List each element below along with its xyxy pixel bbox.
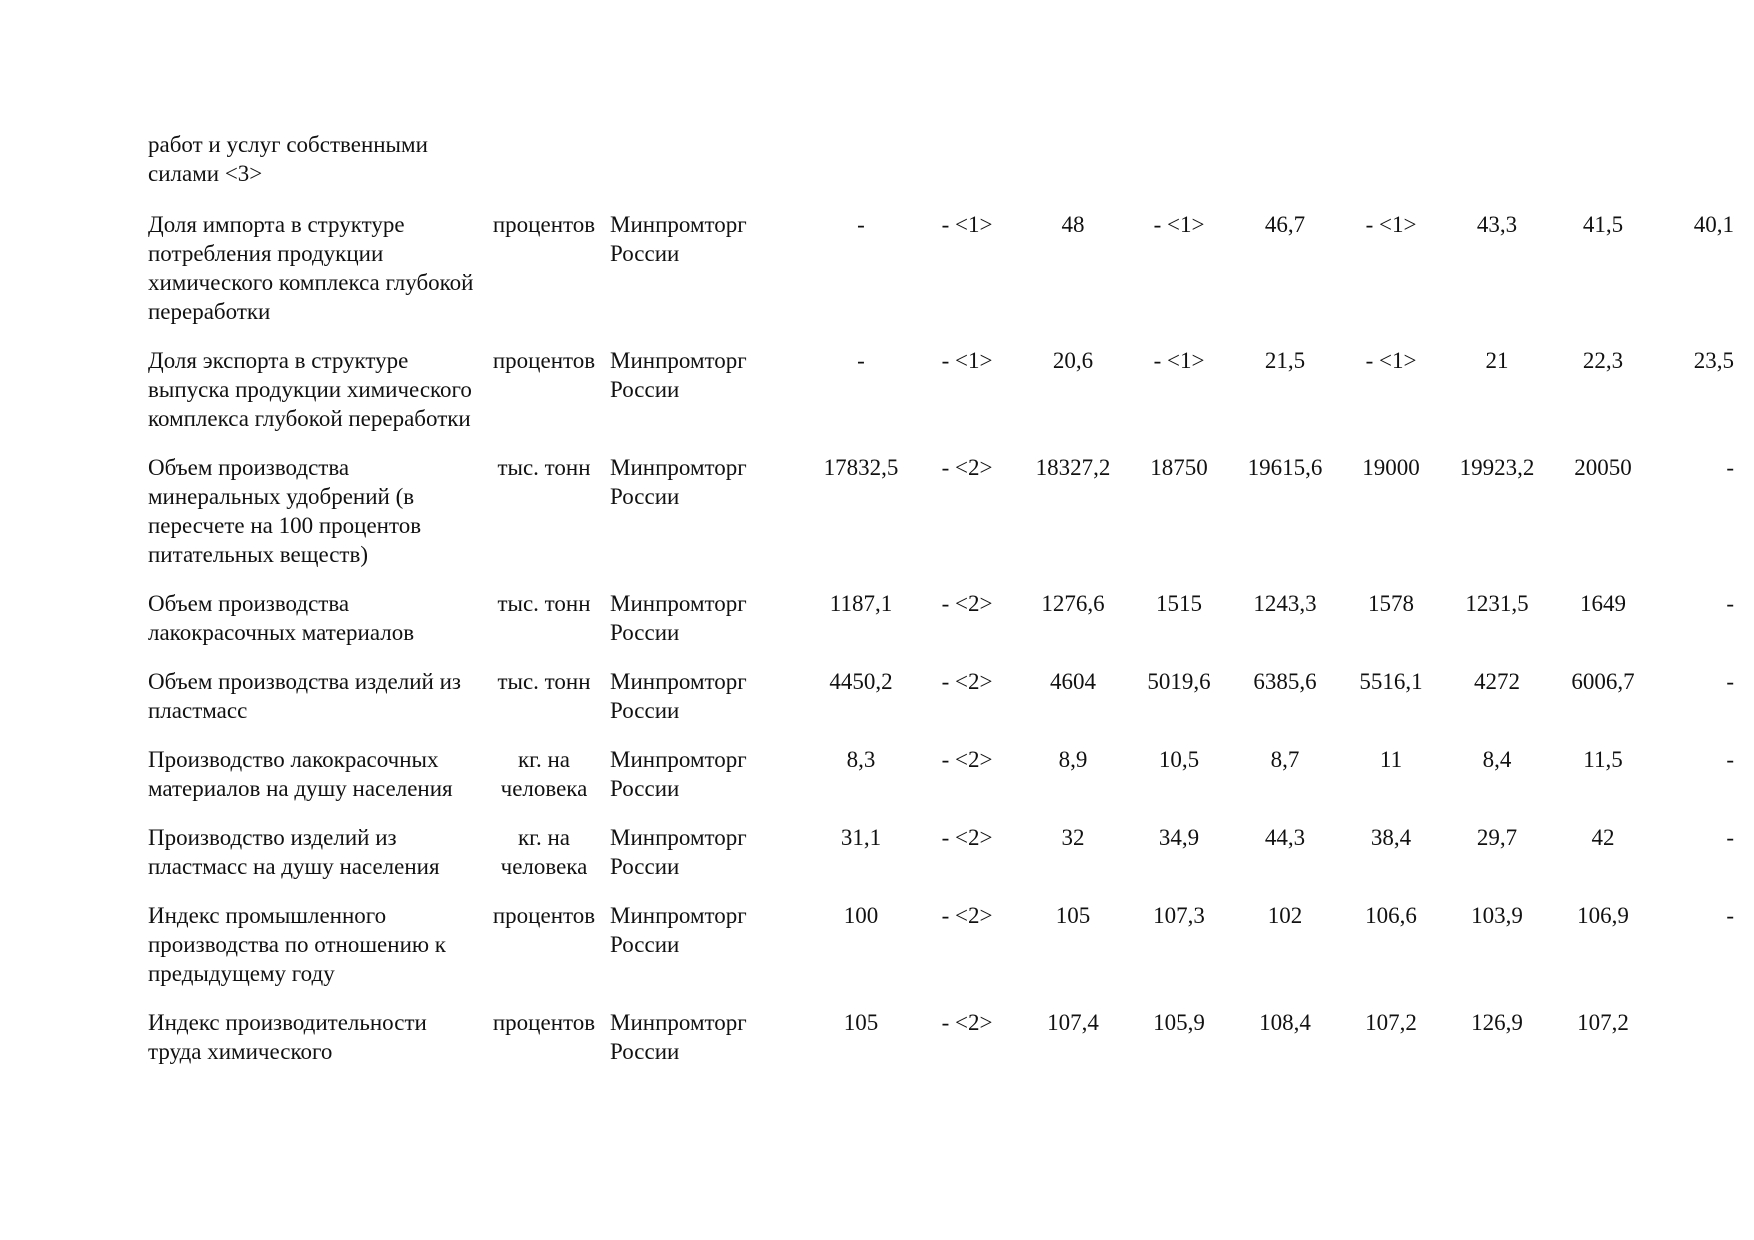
value-cell: 4272 (1474, 669, 1520, 694)
table-row (148, 453, 1734, 589)
value-cell: - <1> (941, 212, 993, 237)
value-cell: - (1726, 455, 1734, 480)
value-cell: 106,9 (1577, 903, 1629, 928)
value-cell: 46,7 (1264, 212, 1306, 237)
value-cell: 100 (843, 903, 879, 928)
value-cell: 105,9 (1153, 1010, 1205, 1035)
value-cell: - <1> (1153, 348, 1205, 373)
value-cell: 34,9 (1158, 825, 1200, 850)
value-cell: - <1> (1365, 348, 1417, 373)
value-cell: 11 (1379, 747, 1403, 772)
value-cell: 107,2 (1365, 1010, 1417, 1035)
value-cell: 6006,7 (1571, 669, 1635, 694)
value-cell: - (857, 348, 865, 373)
indicator-name: работ и услуг собственными силами <3> (148, 132, 428, 186)
table-row (148, 346, 1734, 453)
value-cell: 108,4 (1259, 1010, 1311, 1035)
value-cell: - <2> (941, 591, 993, 616)
responsible-org: Минпромторг России (610, 669, 747, 723)
responsible-org: Минпромторг России (610, 212, 747, 266)
value-cell: - <2> (941, 669, 993, 694)
value-cell: 1231,5 (1465, 591, 1529, 616)
value-cell: 1578 (1368, 591, 1414, 616)
value-cell: 31,1 (840, 825, 882, 850)
value-cell: - <1> (941, 348, 993, 373)
table-row (148, 901, 1734, 1008)
value-cell: 48 (1061, 212, 1085, 237)
value-cell (1656, 1008, 1734, 1066)
value-cell: 20,6 (1052, 348, 1094, 373)
value-cell: 40,1 (1693, 212, 1734, 237)
value-cell: 1515 (1156, 591, 1202, 616)
value-cell: 8,7 (1270, 747, 1300, 772)
unit-cell: процентов (492, 348, 596, 373)
value-cell: 6385,6 (1253, 669, 1317, 694)
value-cell: 17832,5 (823, 455, 899, 480)
value-cell: 8,4 (1482, 747, 1512, 772)
unit-cell: кг. на человека (500, 747, 588, 801)
value-cell: 44,3 (1264, 825, 1306, 850)
responsible-org: Минпромторг России (610, 825, 747, 879)
responsible-org: Минпромторг России (610, 591, 747, 645)
value-cell: - <1> (1153, 212, 1205, 237)
value-cell: 38,4 (1370, 825, 1412, 850)
value-cell: 22,3 (1582, 348, 1624, 373)
value-cell: - <1> (1365, 212, 1417, 237)
indicator-name: Доля импорта в структуре потребления продукции химического комплекса глубокой переработки (148, 212, 474, 324)
value-cell: 18750 (1150, 455, 1208, 480)
value-cell: - (857, 212, 865, 237)
value-cell: - (1726, 747, 1734, 772)
value-cell: - <2> (941, 1010, 993, 1035)
value-cell: 19615,6 (1247, 455, 1323, 480)
value-cell: 1276,6 (1041, 591, 1105, 616)
indicator-name: Объем производства лакокрасочных материалов (148, 591, 415, 645)
indicator-name: Производство лакокрасочных материалов на душу населения (148, 747, 453, 801)
table-row-continuation (148, 130, 1734, 210)
indicators-table (148, 130, 1734, 1066)
value-cell: 18327,2 (1035, 455, 1111, 480)
indicator-name: Объем производства минеральных удобрений (в пересчете на 100 процентов питательных веществ) (148, 455, 422, 567)
value-cell: 19923,2 (1459, 455, 1535, 480)
value-cell: - <2> (941, 455, 993, 480)
value-cell: 1243,3 (1253, 591, 1317, 616)
value-cell: 1649 (1580, 591, 1626, 616)
value-cell: - (1726, 669, 1734, 694)
responsible-org: Минпромторг России (610, 1010, 747, 1064)
unit-cell: тыс. тонн (497, 669, 591, 694)
unit-cell: кг. на человека (500, 825, 588, 879)
unit-cell: процентов (492, 1010, 596, 1035)
value-cell: - (1726, 591, 1734, 616)
value-cell: 103,9 (1471, 903, 1523, 928)
value-cell: 21 (1485, 348, 1509, 373)
unit-cell: процентов (492, 212, 596, 237)
value-cell: - <2> (941, 903, 993, 928)
value-cell: 29,7 (1476, 825, 1518, 850)
table-row (148, 823, 1734, 901)
table-row (148, 745, 1734, 823)
value-cell: 8,9 (1058, 747, 1088, 772)
value-cell: 5516,1 (1359, 669, 1423, 694)
value-cell: 19000 (1362, 455, 1420, 480)
value-cell: - (1726, 825, 1734, 850)
value-cell: 102 (1267, 903, 1303, 928)
responsible-org: Минпромторг России (610, 455, 747, 509)
indicator-name: Индекс промышленного производства по отношению к предыдущему году (148, 903, 446, 986)
unit-cell: тыс. тонн (497, 591, 591, 616)
indicator-name: Объем производства изделий из пластмасс (148, 669, 461, 723)
responsible-org: Минпромторг России (610, 903, 747, 957)
value-cell: - <2> (941, 747, 993, 772)
value-cell: 43,3 (1476, 212, 1518, 237)
value-cell: 10,5 (1158, 747, 1200, 772)
table-row (148, 667, 1734, 745)
responsible-org: Минпромторг России (610, 348, 747, 402)
table-row (148, 210, 1734, 346)
value-cell: 20050 (1574, 455, 1632, 480)
value-cell: - <2> (941, 825, 993, 850)
value-cell: - (1726, 903, 1734, 928)
value-cell: 105 (1055, 903, 1091, 928)
value-cell: 5019,6 (1147, 669, 1211, 694)
value-cell: 105 (843, 1010, 879, 1035)
value-cell: 107,2 (1577, 1010, 1629, 1035)
table-row (148, 1008, 1734, 1066)
unit-cell: тыс. тонн (497, 455, 591, 480)
value-cell: 21,5 (1264, 348, 1306, 373)
indicator-name: Производство изделий из пластмасс на душу населения (148, 825, 440, 879)
value-cell: 41,5 (1582, 212, 1624, 237)
value-cell: 4450,2 (829, 669, 893, 694)
value-cell: 11,5 (1583, 747, 1623, 772)
table-row (148, 589, 1734, 667)
value-cell: 8,3 (846, 747, 876, 772)
indicator-name: Доля экспорта в структуре выпуска продукции химического комплекса глубокой переработки (148, 348, 472, 431)
value-cell: 32 (1061, 825, 1085, 850)
value-cell: 23,5 (1693, 348, 1734, 373)
unit-cell: процентов (492, 903, 596, 928)
value-cell: 107,4 (1047, 1010, 1099, 1035)
value-cell: 1187,1 (829, 591, 893, 616)
value-cell: 4604 (1050, 669, 1096, 694)
indicator-name: Индекс производительности труда химического (148, 1010, 427, 1064)
value-cell: 42 (1591, 825, 1615, 850)
value-cell: 126,9 (1471, 1010, 1523, 1035)
value-cell: 106,6 (1365, 903, 1417, 928)
value-cell: 107,3 (1153, 903, 1205, 928)
responsible-org: Минпромторг России (610, 747, 747, 801)
